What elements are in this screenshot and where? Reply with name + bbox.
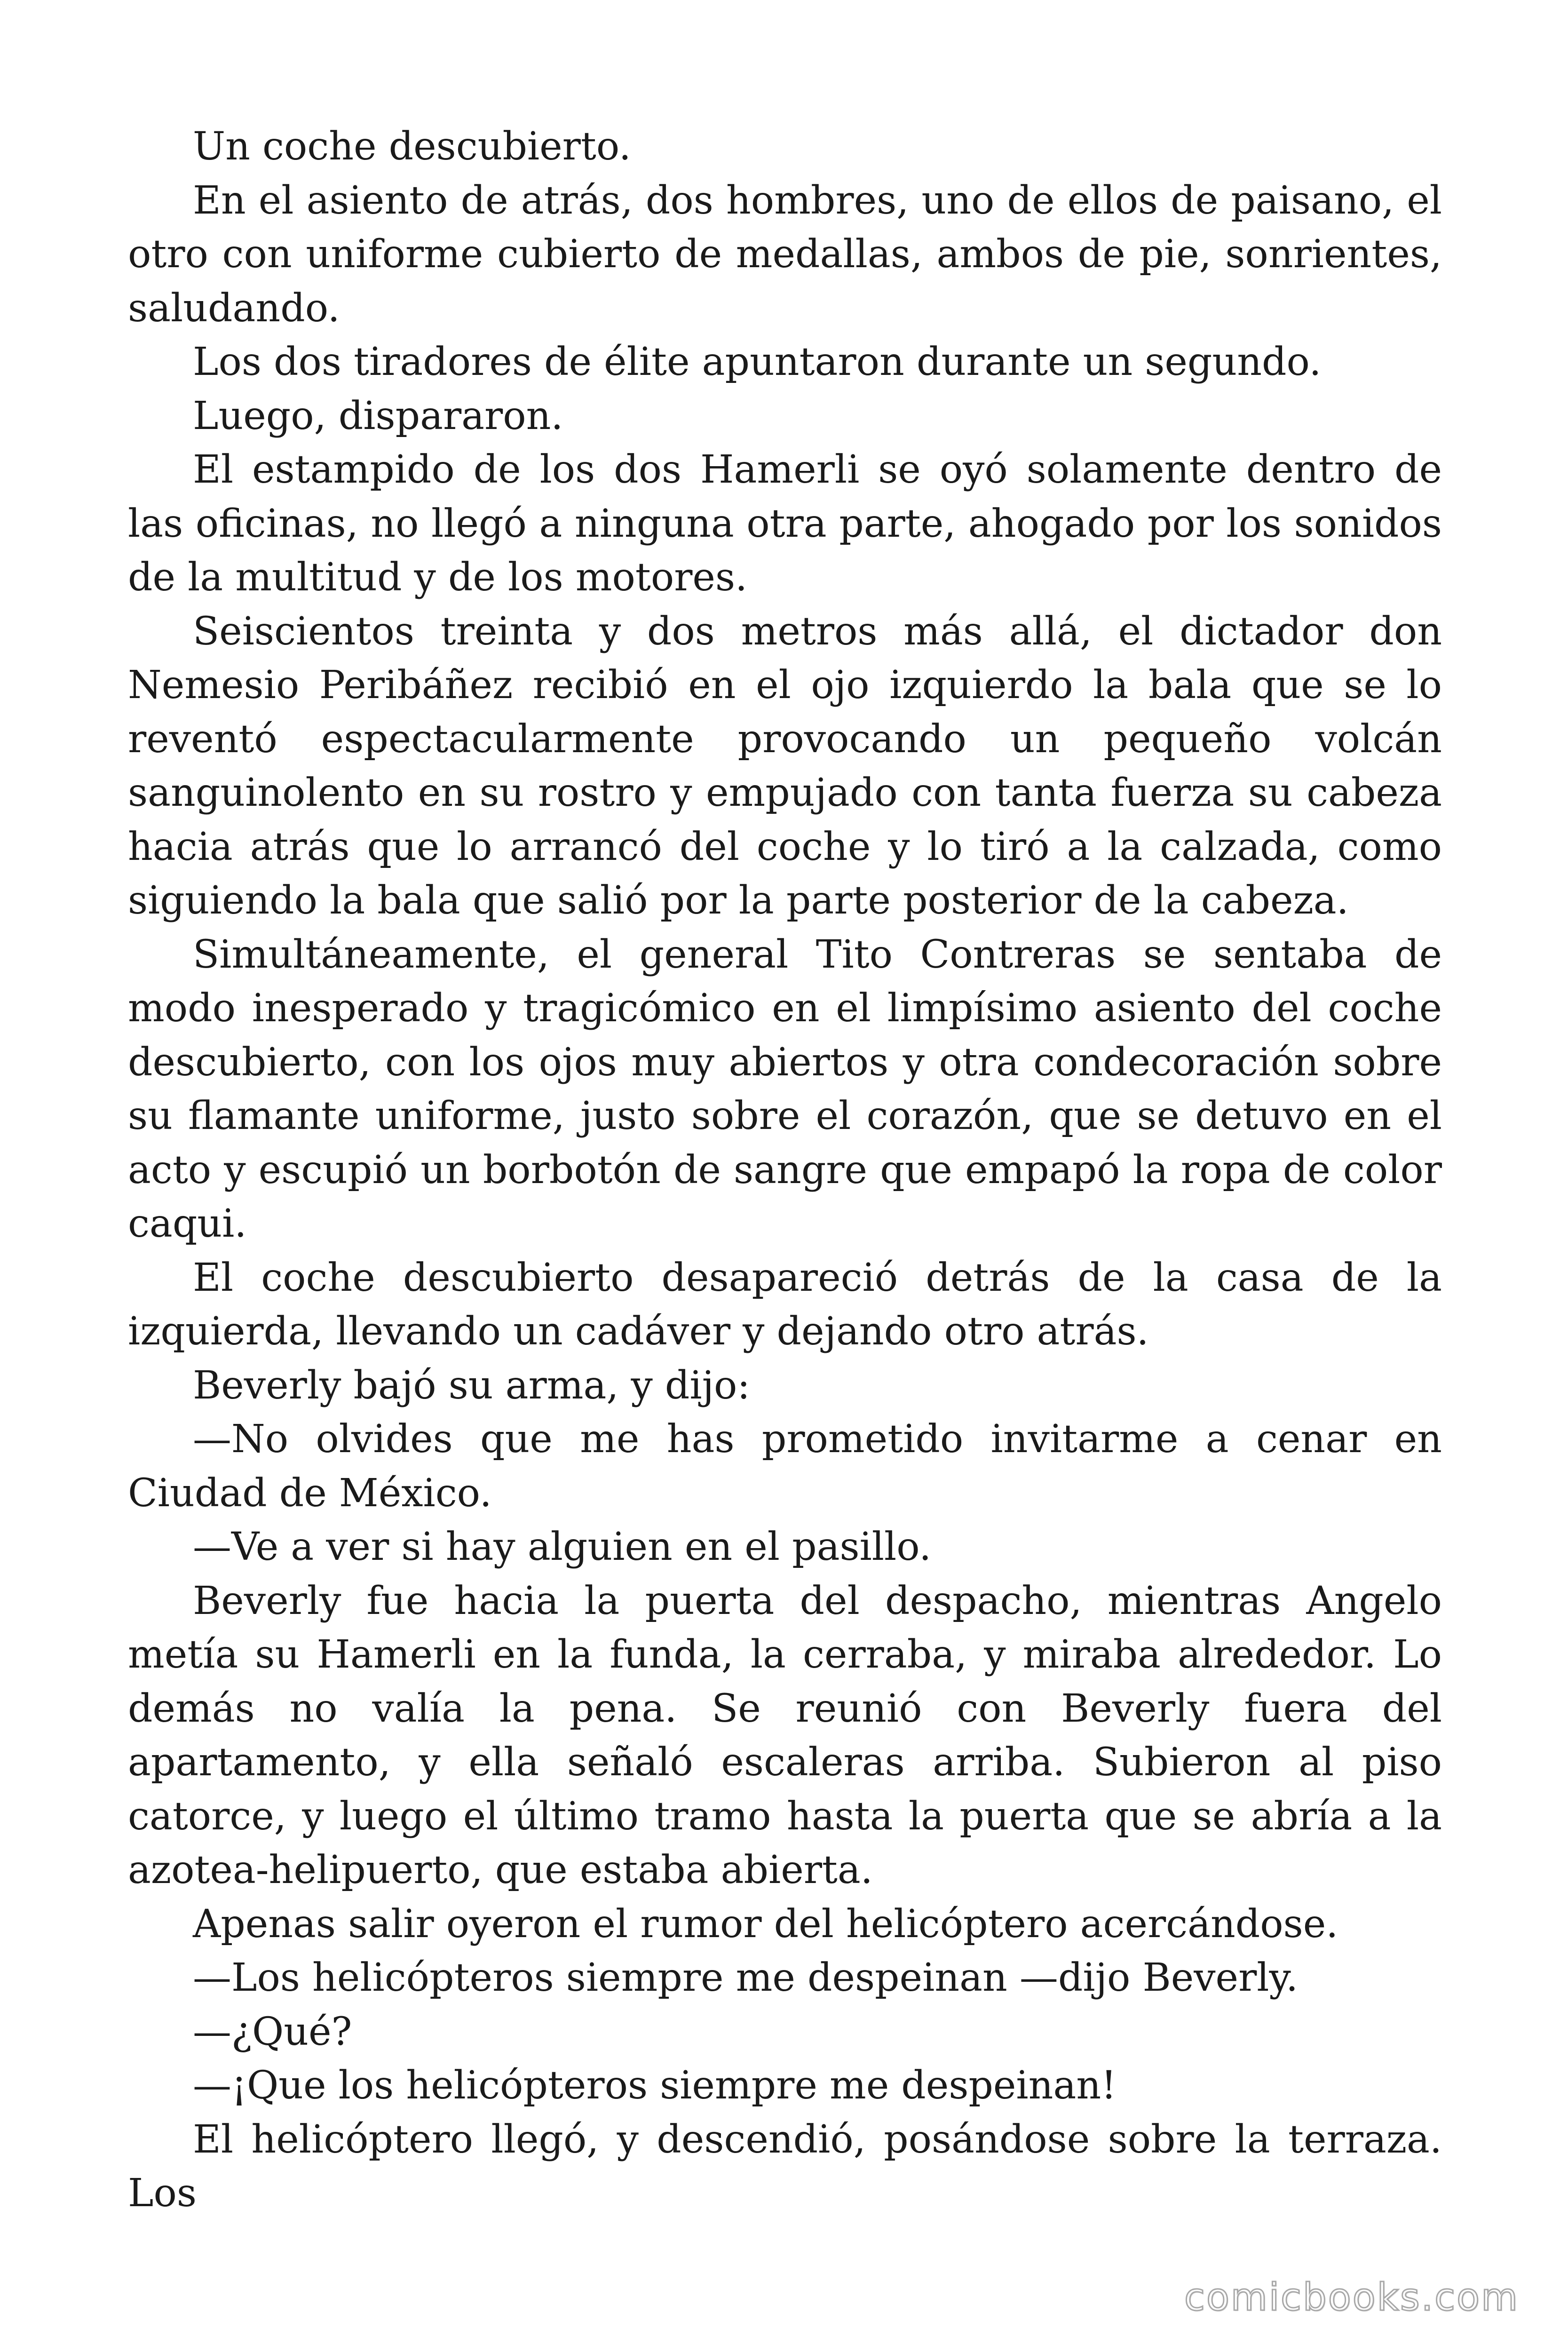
paragraph: —¡Que los helicópteros siempre me despeinan! <box>193 2063 1117 2108</box>
paragraph: Seiscientos treinta y dos metros más allá, el dictador don Nemesio Peribáñez recibió en el ojo izquierdo la bala que se lo reventó espectacularmente provocando un pequeño volcán sanguinolento en su rostro y empujado con tanta fuerza su cabeza hacia atrás que lo arrancó del coche y lo tiró a la calzada, como siguiendo la bala que salió por la parte posterior de la cabeza. <box>128 609 1442 923</box>
paragraph: —No olvides que me has prometido invitarme a cenar en Ciudad de México. <box>128 1417 1442 1516</box>
paragraph: Los dos tiradores de élite apuntaron durante un segundo. <box>193 340 1322 384</box>
paragraph: Beverly fue hacia la puerta del despacho, mientras Angelo metía su Hamerli en la funda, la cerraba, y miraba alrededor. Lo demás no valía la pena. Se reunió con Beverly fuera del apartamento, y ella señaló escaleras arriba. Subieron al piso catorce, y luego el último tramo hasta la puerta que se abría a la azotea-helipuerto, que estaba abierta. <box>128 1578 1442 1892</box>
paragraph: El coche descubierto desapareció detrás de la casa de la izquierda, llevando un cadáver y dejando otro atrás. <box>128 1255 1442 1354</box>
paragraph: Simultáneamente, el general Tito Contreras se sentaba de modo inesperado y tragicómico en el limpísimo asiento del coche descubierto, con los ojos muy abiertos y otra condecoración sobre su flamante uniforme, justo sobre el corazón, que se detuvo en el acto y escupió un borbotón de sangre que empapó la ropa de color caqui. <box>128 932 1442 1246</box>
paragraph: Luego, dispararon. <box>193 393 563 438</box>
paragraph: Un coche descubierto. <box>193 124 631 169</box>
paragraph: Beverly bajó su arma, y dijo: <box>193 1363 751 1408</box>
paragraph: El helicóptero llegó, y descendió, posándose sobre la terraza. Los <box>128 2117 1442 2216</box>
watermark-logo: comicbooks.com <box>1184 2275 1519 2319</box>
paragraph: En el asiento de atrás, dos hombres, uno de ellos de paisano, el otro con uniforme cubierto de medallas, ambos de pie, sonrientes, saludando. <box>128 178 1442 331</box>
paragraph: —Los helicópteros siempre me despeinan —dijo Beverly. <box>193 1955 1299 2000</box>
paragraph: El estampido de los dos Hamerli se oyó solamente dentro de las oficinas, no llegó a ninguna otra parte, ahogado por los sonidos de la multitud y de los motores. <box>128 447 1442 600</box>
paragraph: —Ve a ver si hay alguien en el pasillo. <box>193 1525 932 1569</box>
book-page-text <box>128 120 1442 2221</box>
paragraph: —¿Qué? <box>193 2009 352 2054</box>
paragraph: Apenas salir oyeron el rumor del helicóptero acercándose. <box>193 1901 1338 1947</box>
